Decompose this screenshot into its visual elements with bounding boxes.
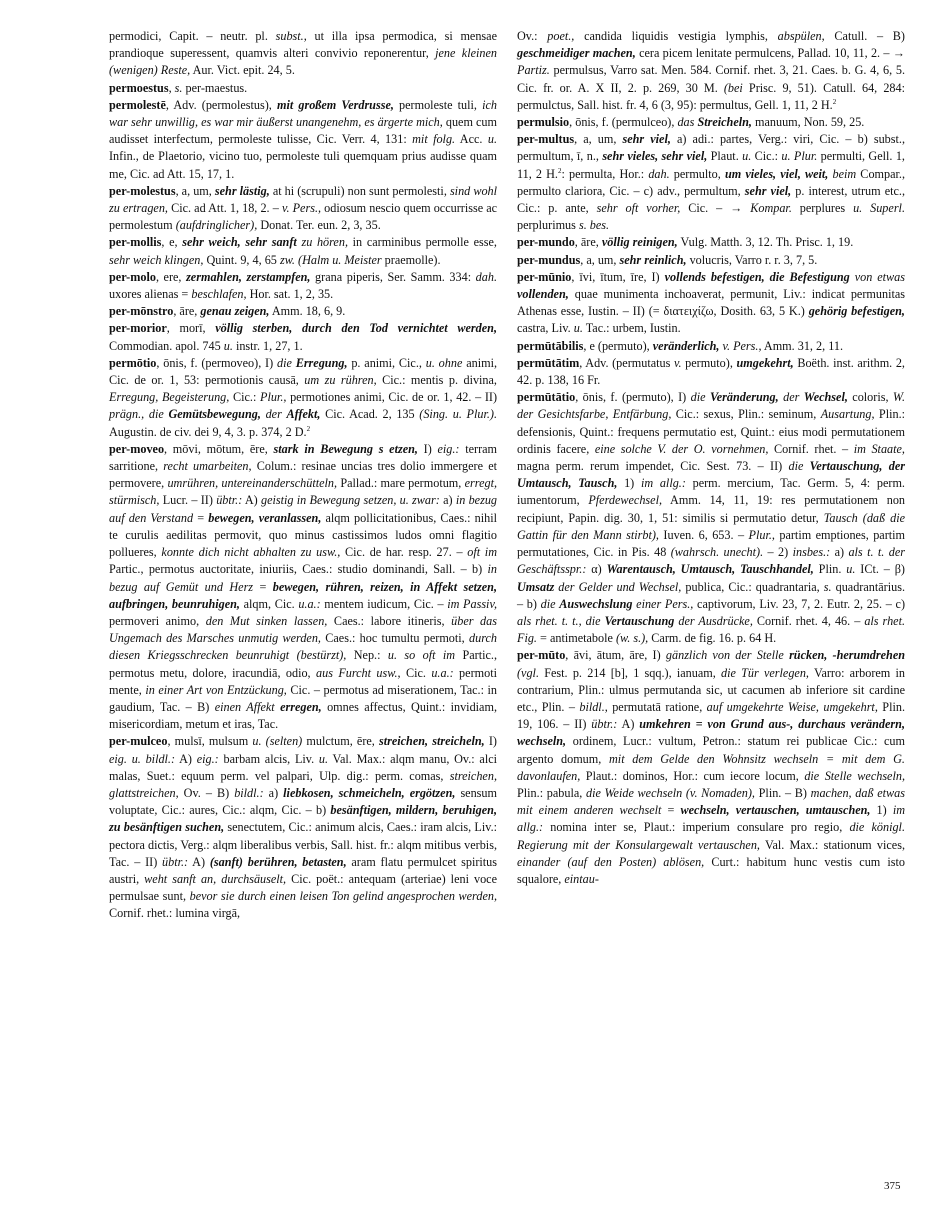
dictionary-entry: per-mundo, āre, völlig reinigen, Vulg. Matth. 3, 12. Th. Prisc. 1, 19.: [517, 235, 854, 250]
dictionary-entry: permodici, Capit. – neutr. pl. subst., ut illa ipsa permodica, si mensae prandioque superessent, quamvis alteri convivio reponerentur, jene kleinen (wenigen) Reste, Aur. Vict. epit. 24, 5.: [109, 29, 497, 78]
dictionary-entry: Ov.: poet., candida liquidis vestigia lymphis, abspülen, Catull. – B) geschmeidiger machen, cera picem lenitate permulcens, Pallad. 10, 11, 2. – → Partiz. permulsus, Varro sat. Men. 584. Cornif. rhet. 3, 21. Caes. b. G. 4, 6, 5. Cic. fr. or. A. X II, 2. p. 269, 30 M. (bei Prisc. 9, 51). Catull. 64, 284: permulctus, Sall. hist. fr. 4, 6 (3, 95): permultus, Gell. 1, 11, 2 H.$^2$: [517, 29, 905, 112]
dictionary-entry: per-mūto, āvi, ātum, āre, I) gänzlich von der Stelle rücken, -herumdrehen (vgl. Fest. p. 214 [b], 1 sqq.), ianuam, die Tür verlegen, Varro: arborem in contrarium, Plin.: ulmus permutanda sic, ut cacumen ab inferiore sit cardine etc., Plin. – bildl., permutatā ratione, auf umgekehrte Weise, umgekehrt, Plin. 19, 106. – II) übtr.: A) umkehren = von Grund aus-, durchaus verändern, wechseln, ordinem, Lucr.: vultum, Petron.: statum rei publicae Cic.: cum argento domum, mit dem Gelde den Wohnsitz wechseln = mit dem G. davonlaufen, Plaut.: dominos, Hor.: cum iecore locum, die Stelle wechseln, Plin.: pabula, die Weide wechseln (v. Nomaden), Plin. – B) machen, daß etwas mit einem anderen wechselt = wechseln, vertauschen, umtauschen, 1) im allg.: nomina inter se, Plaut.: imperium consulare pro regio, die königl. Regierung mit der Konsulargewalt vertauschen, Val. Max.: stationum vices, einander (auf den Posten) ablösen, Curt.: habitum hunc vestis cum isto squalore, eintau-: [517, 648, 906, 886]
dictionary-entry: per-mulceo, mulsī, mulsum u. (selten) mulctum, ēre, streichen, streicheln, I) eig. u. bildl.: A) eig.: barbam alcis, Liv. u. Val. Max.: alqm manu, Ov.: alci malas, Suet.: equum perm. vel palpari, Ulp. dig.: perm. comas, streichen, glattstreichen, Ov. – B) bildl.: a) liebkosen, schmeicheln, ergötzen, sensum voluptate, Cic.: aures, Cic.: alqm, Cic. – b) besänftigen, mildern, beruhigen, zu besänftigen suchen, senectutem, Cic.: animum alcis, Caes.: iram alcis, Liv.: pectora dictis, Verg.: alqm liberalibus verbis, Sall. hist. fr.: alqm mitibus verbis, Tac. – II) übtr.: A) (sanft) berühren, betasten, aram flatu permulcet spiritus austri, weht sanft an, durchsäuselt, Cic. poët.: antequam (arteriae) leni voce permulsae sunt, bevor sie durch einen leisen Ton gelind angesprochen werden, Cornif. rhet.: lumina virgā,: [109, 734, 498, 921]
dictionary-entry: permūtābilis, e (permuto), veränderlich, v. Pers., Amm. 31, 2, 11.: [517, 338, 843, 353]
dictionary-entry: per-mōnstro, āre, genau zeigen, Amm. 18, 6, 9.: [109, 304, 346, 319]
dictionary-entry: permōtio, ōnis, f. (permoveo), I) die Erregung, p. animi, Cic., u. ohne animi, Cic. de or. 1, 53: permotionis causā, um zu rühren, Cic.: mentis p. divina, Erregung, Begeisterung, Cic.: Plur., permotiones animi, Cic. de or. 1, 42. – II) prägn., die Gemütsbewegung, der Affekt, Cic. Acad. 2, 135 (Sing. u. Plur.). Augustin. de civ. dei 9, 4, 3. p. 374, 2 D.$^2$: [109, 355, 498, 439]
dictionary-entry: per-mūnio, īvi, ītum, īre, I) vollends befestigen, die Befestigung von etwas vollenden, quae munimenta inchoaverat, permunit, Liv.: indicat permunitas Athenas esse, Iustin. – II) (= διατειχίζω, Dosith. 63, 5 K.) gehörig befestigen, castra, Liv. u. Tac.: urbem, Iustin.: [517, 269, 906, 336]
dictionary-entry: permulsio, ōnis, f. (permulceo), das Streicheln, manuum, Non. 59, 25.: [517, 115, 865, 130]
dictionary-entry: permūtātim, Adv. (permutatus v. permuto), umgekehrt, Boëth. inst. arithm. 2, 42. p. 138, 16 Fr.: [517, 355, 905, 388]
dictionary-entry: per-mundus, a, um, sehr reinlich, volucris, Varro r. r. 3, 7, 5.: [517, 252, 818, 267]
left-column: [109, 28, 497, 923]
dictionary-entry: permolestē, Adv. (permolestus), mit großem Verdrusse, permoleste tuli, ich war sehr unwillig, es war mir äußerst unangenehm, es ärgerte mich, quem cum audisset interfectum, permoleste tulisse, Cic. Verr. 4, 131: mit folg. Acc. u. Infin., de Plaetorio, vicino tuo, permoleste tuli quemquam prius audisse quam me, Cic. ad Att. 15, 17, 1.: [109, 97, 497, 181]
dictionary-entry: per-moveo, mōvi, mōtum, ēre, stark in Bewegung s etzen, I) eig.: terram sarritione, recht umarbeiten, Colum.: resinae uncias tres dolio immergere et permovere, umrühren, untereinanderschütteln, Pallad.: mare permotum, erregt, stürmisch, Lucr. – II) übtr.: A) geistig in Bewegung setzen, u. zwar: a) in bezug auf den Verstand = bewegen, veranlassen, alqm pollicitationibus, Caes.: nihil te curulis aedilitas permovit, quo minus castissimos ludos omni flagitio pollueres, konnte dich nicht abhalten zu usw., Cic. de har. resp. 27. – oft im Partic., permotus auctoritate, iniuriis, Caes.: studio dominandi, Sall. – b) in bezug auf Gemüt und Herz = bewegen, rühren, reizen, in Affekt setzen, aufbringen, beunruhigen, alqm, Cic. u.a.: mentem iudicum, Cic. – im Passiv, permoveri animo, den Mut sinken lassen, Caes.: labore itineris, über das Ungemach des Marsches unmutig werden, Caes.: hoc tumultu permoti, durch diesen Kriegsschrecken beunruhigt (bestürzt), Nep.: u. so oft im Partic., permotus metu, dolore, iracundiā, odio, aus Furcht usw., Cic. u.a.: permoti mente, in einer Art von Entzückung, Cic. – permotus ad miserationem, Tac.: in gaudium, Tac. – B) einen Affekt erregen, omnes affectus, Quint.: invidiam, misericordiam, metum et iras, Tac.: [109, 441, 498, 732]
page-number: 375: [884, 1180, 901, 1192]
right-column: [517, 28, 905, 888]
dictionary-entry: permūtātio, ōnis, f. (permuto), I) die Veränderung, der Wechsel, coloris, W. der Gesichtsfarbe, Entfärbung, Cic.: sexus, Plin.: seminum, Ausartung, Plin.: defensionis, Quint.: frequens permutatio est, Quint.: eius modi permutationem ordinis facere, eine solche V. der O. vornehmen, Cornif. rhet. – im Staate, magna perm. rerum impendet, Cic. Sest. 73. – II) die Vertauschung, der Umtausch, Tausch, 1) im allg.: perm. mercium, Tac. Germ. 5, 4: perm. iumentorum, Pferdewechsel, Amm. 14, 11, 19: res permutationem non recipiunt, Papin. dig. 30, 1, 51: similis si permutatio detur, Tausch (daß die Gattin für den Mann stirbt), Iuven. 6, 653. – Plur., partim emptiones, partim permutationes, Cic. in Pis. 48 (wahrsch. unecht). – 2) insbes.: a) als t. t. der Geschäftsspr.: α) Warentausch, Umtausch, Tauschhandel, Plin. u. ICt. – β) Umsatz der Gelder und Wechsel, publica, Cic.: quadrantaria, s. quadrantārius. – b) die Auswechslung einer Pers., captivorum, Liv. 23, 7, 2. Eutr. 2, 25. – c) als rhet. t. t., die Vertauschung der Ausdrücke, Cornif. rhet. 4, 46. – als rhet. Fig. = antimetabole (w. s.), Carm. de fig. 16. p. 64 H.: [517, 390, 906, 646]
dictionary-entry: per-molestus, a, um, sehr lästig, at hi (scrupuli) non sunt permolesti, sind wohl zu ertragen, Cic. ad Att. 1, 18, 2. – v. Pers., odiosum nescio quem occurrisse ac permolestum (aufdringlicher), Donat. Ter. eun. 2, 3, 35.: [109, 183, 498, 233]
dictionary-entry: per-morior, morī, völlig sterben, durch den Tod vernichtet werden, Commodian. apol. 745 u. instr. 1, 27, 1.: [109, 321, 497, 353]
dictionary-entry: per-mollis, e, sehr weich, sehr sanft zu hören, in carminibus permolle esse, sehr weich klingen, Quint. 9, 4, 65 zw. (Halm u. Meister praemolle).: [109, 235, 497, 267]
dictionary-entry: per-molo, ere, zermahlen, zerstampfen, grana piperis, Ser. Samm. 334: dah. uxores alienas = beschlafen, Hor. sat. 1, 2, 35.: [109, 269, 497, 302]
dictionary-entry: permoestus, s. per-maestus.: [109, 80, 248, 95]
dictionary-entry: per-multus, a, um, sehr viel, a) adi.: partes, Verg.: viri, Cic. – b) subst., permultum, ī, n., sehr vieles, sehr viel, Plaut. u. Cic.: u. Plur. permulti, Gell. 1, 11, 2 H.$^2$: permulta, Hor.: dah. permulto, um vieles, viel, weit, beim Compar., permulto clariora, Cic. – c) adv., permultum, sehr viel, p. interest, utrum etc., Cic.: p. ante, sehr oft vorher, Cic. – → Kompar. perplures u. Superl. perplurimus s. bes.: [517, 132, 906, 233]
